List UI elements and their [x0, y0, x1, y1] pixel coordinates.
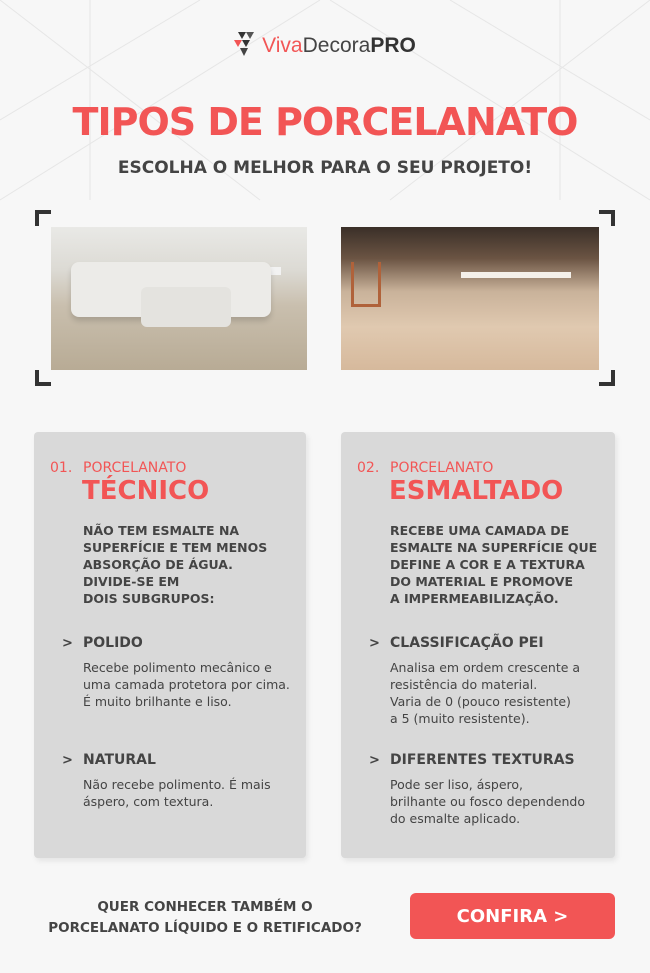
- frame-corner-tr: [599, 210, 615, 226]
- item-text: Não recebe polimento. É mais áspero, com textura.: [83, 777, 271, 809]
- card-description: NÃO TEM ESMALTE NA SUPERFÍCIE E TEM MENOS ABSORÇÃO DE ÁGUA. DIVIDE-SE EM DOIS SUBGRUPOS:: [83, 523, 268, 606]
- card-number: 01.: [50, 460, 73, 476]
- card-esmaltado: [341, 432, 615, 858]
- confira-button[interactable]: CONFIRA >: [410, 893, 615, 939]
- logo-text-decora: Decora: [302, 33, 371, 57]
- logo-text-pro: PRO: [370, 33, 416, 57]
- chevron-right-icon: >: [369, 753, 380, 768]
- logo-text-viva: Viva: [262, 33, 303, 57]
- item-text: Analisa em ordem crescente a resistência do material. Varia de 0 (pouco resistente) a 5 (muito resistente).: [390, 660, 581, 726]
- item-text: Pode ser liso, áspero, brilhante ou fosco dependendo do esmalte aplicado.: [390, 777, 585, 826]
- frame-corner-br: [599, 370, 615, 386]
- card-name: TÉCNICO: [82, 476, 210, 506]
- frame-corner-tl: [35, 210, 51, 226]
- logo: [0, 32, 650, 58]
- card-name: ESMALTADO: [389, 476, 564, 506]
- frame-corner-bl: [35, 370, 51, 386]
- item-heading: DIFERENTES TEXTURAS: [390, 752, 575, 768]
- card-description: RECEBE UMA CAMADA DE ESMALTE NA SUPERFÍCIE QUE DEFINE A COR E A TEXTURA DO MATERIAL E PROMOVE A IMPERMEABILIZAÇÃO.: [390, 523, 598, 606]
- chevron-right-icon: >: [62, 753, 73, 768]
- photo-dining-room: [341, 227, 599, 370]
- page-subtitle: ESCOLHA O MELHOR PARA O SEU PROJETO!: [117, 158, 533, 178]
- card-kind: PORCELANATO: [390, 460, 494, 476]
- photo-living-room: [51, 227, 307, 370]
- item-heading: NATURAL: [83, 752, 156, 768]
- item-heading: CLASSIFICAÇÃO PEI: [390, 635, 544, 651]
- cta-question: QUER CONHECER TAMBÉM O PORCELANATO LÍQUIDO E O RETIFICADO?: [48, 899, 362, 936]
- page-title: TIPOS DE PORCELANATO: [72, 100, 578, 144]
- item-text: Recebe polimento mecânico e uma camada protetora por cima. É muito brilhante e liso.: [83, 660, 290, 709]
- chevron-right-icon: >: [369, 636, 380, 651]
- chevron-right-icon: >: [62, 636, 73, 651]
- item-heading: POLIDO: [83, 635, 143, 651]
- card-number: 02.: [357, 460, 380, 476]
- card-kind: PORCELANATO: [83, 460, 187, 476]
- card-tecnico: [34, 432, 306, 858]
- logo-triangles-icon: [234, 32, 256, 58]
